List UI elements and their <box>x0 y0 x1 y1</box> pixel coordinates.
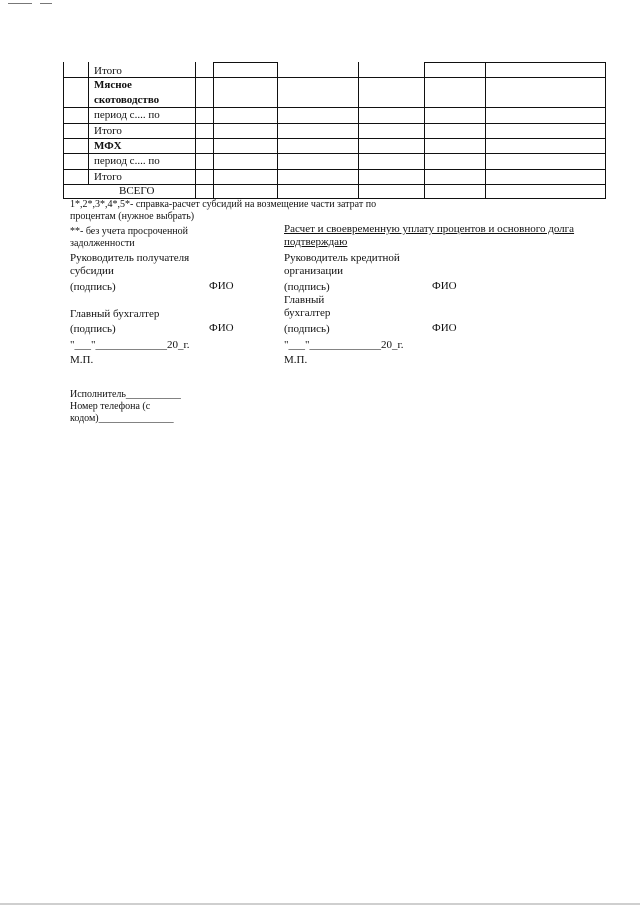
accountant-label: Главный <box>284 294 325 306</box>
date-line: "___"_____________20_г. <box>70 339 190 351</box>
row-label: Итого <box>94 125 122 137</box>
bank-head-label: организации <box>284 265 344 277</box>
recipient-head-label: Руководитель получателя <box>70 252 190 264</box>
table-rule <box>63 123 606 124</box>
table-rule <box>63 169 606 170</box>
fio-label: ФИО <box>432 322 457 334</box>
stamp-label: М.П. <box>70 354 94 366</box>
row-label: МФХ <box>94 140 122 152</box>
row-label: период с.... по <box>94 155 160 167</box>
row-label: скотоводство <box>94 94 160 106</box>
row-label: период с.... по <box>94 109 160 121</box>
accountant-label: бухгалтер <box>284 307 331 319</box>
table-rule <box>277 62 278 199</box>
signature-label: (подпись) <box>284 281 330 293</box>
table-rule <box>63 153 606 154</box>
total-row-label: ВСЕГО <box>119 185 155 197</box>
table-rule <box>63 107 606 108</box>
table-rule <box>63 77 606 78</box>
footnote-2-line-2: задолженности <box>70 238 135 249</box>
table-rule <box>424 62 425 199</box>
subsidy-table <box>63 60 606 199</box>
recipient-head-label: субсидии <box>70 265 114 277</box>
row-label: Мясное <box>94 79 132 91</box>
table-rule <box>424 62 606 63</box>
row-label: Итого <box>94 65 122 77</box>
table-rule <box>63 138 606 139</box>
date-line: "___"_____________20_г. <box>284 339 404 351</box>
accountant-label: Главный бухгалтер <box>70 308 160 320</box>
table-rule <box>88 62 89 184</box>
table-rule <box>358 62 359 199</box>
bank-head-label: Руководитель кредитной <box>284 252 400 264</box>
phone-label: Номер телефона (с <box>70 401 151 412</box>
footnote-1-line-1: 1*,2*,3*,4*,5*- справка-расчет субсидий на возмещение части затрат по <box>70 199 377 210</box>
table-rule <box>213 62 214 199</box>
table-rule <box>213 62 277 63</box>
scan-mark <box>40 3 52 4</box>
table-rule <box>485 62 486 199</box>
executor-label: Исполнитель___________ <box>70 389 181 400</box>
footnote-2-line-1: **- без учета просроченной <box>70 226 188 237</box>
footnote-1-line-2: процентам (нужное выбрать) <box>70 211 195 222</box>
row-label: Итого <box>94 171 122 183</box>
signature-label: (подпись) <box>70 281 116 293</box>
fio-label: ФИО <box>209 322 234 334</box>
stamp-label: М.П. <box>284 354 308 366</box>
confirmation-line-1: Расчет и своевременную уплату процентов и основного долга <box>284 223 575 235</box>
signature-label: (подпись) <box>284 323 330 335</box>
scan-mark <box>8 3 32 4</box>
phone-label: кодом)_______________ <box>70 413 174 424</box>
table-rule <box>195 62 196 199</box>
table-rule <box>63 62 64 199</box>
table-rule <box>605 62 606 199</box>
signature-label: (подпись) <box>70 323 116 335</box>
confirmation-line-2: подтверждаю <box>284 236 348 248</box>
fio-label: ФИО <box>209 280 234 292</box>
fio-label: ФИО <box>432 280 457 292</box>
